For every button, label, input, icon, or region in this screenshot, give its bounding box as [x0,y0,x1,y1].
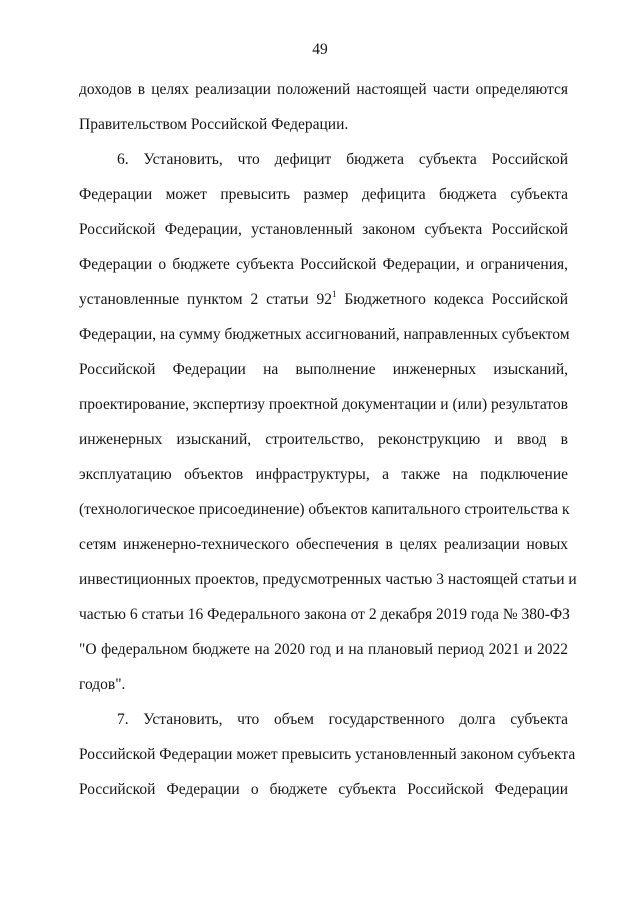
text-line: Федерации, на сумму бюджетных ассигнований, направленных субъектом [79,326,570,343]
superscript: 1 [331,288,337,299]
paragraph-6-start: 6. Установить, что дефицит бюджета субъекта Российской [117,151,568,168]
text-line: инвестиционных проектов, предусмотренных частью 3 настоящей статьи и [79,571,577,588]
text-line: инженерных изысканий, строительство, реконструкцию и ввод в [79,431,568,448]
text-line: Российской Федерации на выполнение инженерных изысканий, [79,361,568,378]
page-number: 49 [312,41,328,58]
text-line: годов". [79,676,126,693]
text-line: доходов в целях реализации положений настоящей части определяются [79,81,568,98]
text-line: сетям инженерно-технического обеспечения в целях реализации новых [79,536,568,553]
text-line: частью 6 статьи 16 Федерального закона от 2 декабря 2019 года № 380-ФЗ [79,606,570,623]
text-line: проектирование, экспертизу проектной документации и (или) результатов [79,396,568,413]
text-line: "О федеральном бюджете на 2020 год и на плановый период 2021 и 2022 [79,641,568,658]
text-line-with-superscript [79,290,568,310]
text-line: эксплуатацию объектов инфраструктуры, а также на подключение [79,466,568,483]
paragraph-7-start: 7. Установить, что объем государственного долга субъекта [117,711,568,728]
text-line: Федерации о бюджете субъекта Российской Федерации, и ограничения, [79,256,568,273]
text-line: Российской Федерации, установленный законом субъекта Российской [79,221,568,238]
text-line: Российской Федерации может превысить установленный законом субъекта [79,746,576,763]
text-line: (технологическое присоединение) объектов капитального строительства к [79,501,570,518]
text-segment: Бюджетного кодекса Российской [336,291,569,308]
text-line: Федерации может превысить размер дефицита бюджета субъекта [79,186,568,203]
text-segment: установленные пунктом 2 статьи 92 [79,291,332,308]
text-line: Российской Федерации о бюджете субъекта Российской Федерации [79,781,568,798]
text-line: Правительством Российской Федерации. [79,116,349,133]
